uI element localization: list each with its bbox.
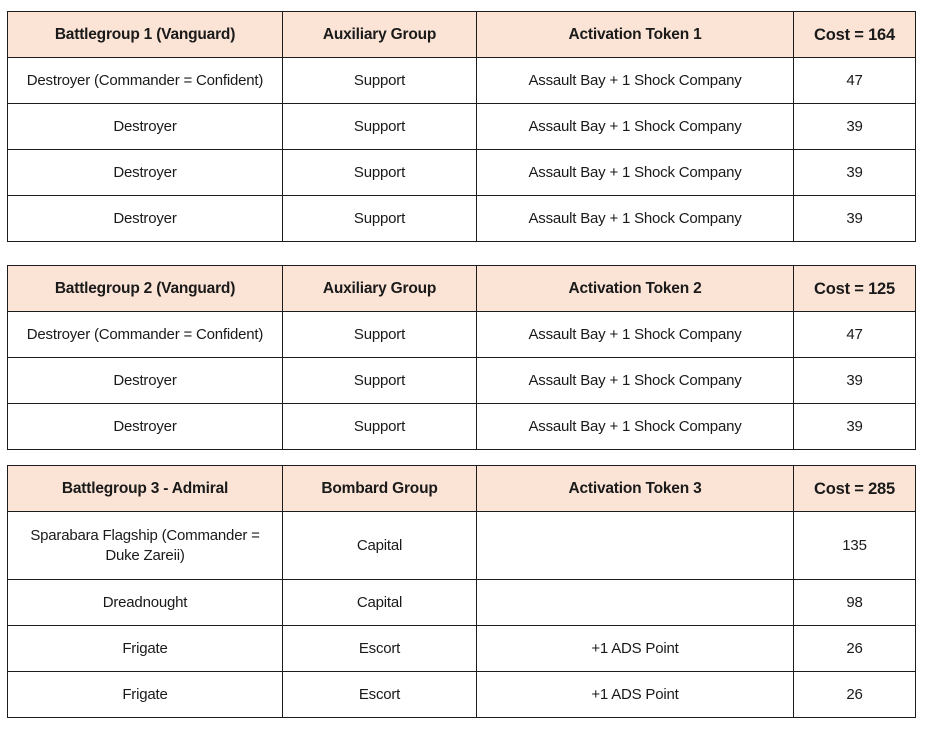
- battlegroup-name-header: Battlegroup 2 (Vanguard): [8, 266, 283, 312]
- unit-cell: Frigate: [8, 672, 283, 718]
- group-header: Auxiliary Group: [283, 266, 477, 312]
- group-header: Bombard Group: [283, 466, 477, 512]
- unit-cell: Destroyer: [8, 196, 283, 242]
- unit-cell: Dreadnought: [8, 580, 283, 626]
- token-cell: Assault Bay + 1 Shock Company: [477, 58, 794, 104]
- unit-cell: Destroyer: [8, 150, 283, 196]
- group-cell: Capital: [283, 580, 477, 626]
- table-row: [8, 404, 916, 450]
- group-cell: Support: [283, 404, 477, 450]
- cost-header: Cost = 125: [794, 266, 916, 312]
- token-cell: Assault Bay + 1 Shock Company: [477, 196, 794, 242]
- group-cell: Escort: [283, 626, 477, 672]
- token-cell: Assault Bay + 1 Shock Company: [477, 358, 794, 404]
- cost-cell: 47: [794, 312, 916, 358]
- activation-token-header: Activation Token 2: [477, 266, 794, 312]
- cost-cell: 39: [794, 196, 916, 242]
- group-cell: Support: [283, 358, 477, 404]
- token-cell: Assault Bay + 1 Shock Company: [477, 104, 794, 150]
- token-cell: +1 ADS Point: [477, 626, 794, 672]
- group-cell: Support: [283, 104, 477, 150]
- unit-cell: Destroyer (Commander = Confident): [8, 312, 283, 358]
- battlegroup-1-table: [7, 11, 916, 242]
- group-cell: Capital: [283, 512, 477, 580]
- cost-cell: 135: [794, 512, 916, 580]
- cost-header: Cost = 164: [794, 12, 916, 58]
- unit-cell: Destroyer (Commander = Confident): [8, 58, 283, 104]
- activation-token-header: Activation Token 3: [477, 466, 794, 512]
- table-header-row: [8, 466, 916, 512]
- table-row: [8, 58, 916, 104]
- unit-cell: Destroyer: [8, 104, 283, 150]
- battlegroup-2-table: [7, 265, 916, 450]
- cost-cell: 47: [794, 58, 916, 104]
- token-cell: +1 ADS Point: [477, 672, 794, 718]
- group-cell: Support: [283, 196, 477, 242]
- group-cell: Support: [283, 312, 477, 358]
- token-cell: Assault Bay + 1 Shock Company: [477, 312, 794, 358]
- cost-cell: 98: [794, 580, 916, 626]
- cost-cell: 26: [794, 626, 916, 672]
- table-header-row: [8, 266, 916, 312]
- token-cell: Assault Bay + 1 Shock Company: [477, 404, 794, 450]
- table-row: [8, 104, 916, 150]
- token-cell: [477, 512, 794, 580]
- unit-cell: Frigate: [8, 626, 283, 672]
- battlegroup-name-header: Battlegroup 3 - Admiral: [8, 466, 283, 512]
- table-row: [8, 150, 916, 196]
- token-cell: [477, 580, 794, 626]
- group-cell: Escort: [283, 672, 477, 718]
- table-row: [8, 512, 916, 580]
- battlegroup-3-table: [7, 465, 916, 718]
- table-header-row: [8, 12, 916, 58]
- token-cell: Assault Bay + 1 Shock Company: [477, 150, 794, 196]
- group-header: Auxiliary Group: [283, 12, 477, 58]
- table-row: [8, 358, 916, 404]
- group-cell: Support: [283, 58, 477, 104]
- group-cell: Support: [283, 150, 477, 196]
- cost-cell: 39: [794, 104, 916, 150]
- cost-cell: 39: [794, 358, 916, 404]
- table-row: [8, 312, 916, 358]
- cost-header: Cost = 285: [794, 466, 916, 512]
- activation-token-header: Activation Token 1: [477, 12, 794, 58]
- unit-cell: Sparabara Flagship (Commander = Duke Zareii): [8, 512, 283, 580]
- unit-cell: Destroyer: [8, 358, 283, 404]
- table-row: [8, 580, 916, 626]
- unit-cell: Destroyer: [8, 404, 283, 450]
- table-row: [8, 196, 916, 242]
- table-row: [8, 672, 916, 718]
- table-row: [8, 626, 916, 672]
- battlegroup-name-header: Battlegroup 1 (Vanguard): [8, 12, 283, 58]
- cost-cell: 26: [794, 672, 916, 718]
- cost-cell: 39: [794, 150, 916, 196]
- cost-cell: 39: [794, 404, 916, 450]
